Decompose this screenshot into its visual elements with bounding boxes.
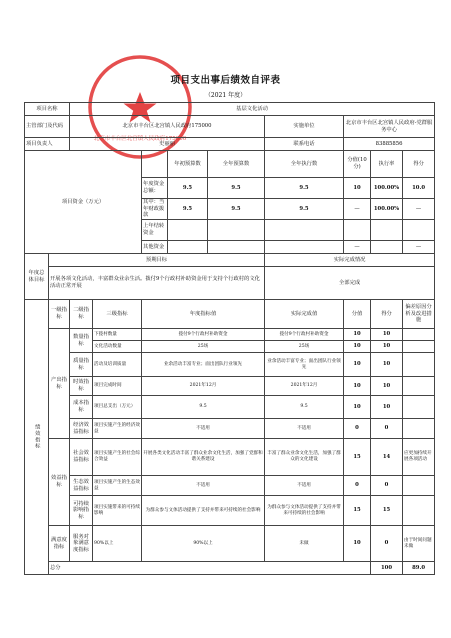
indicator-dev [403, 396, 435, 419]
cell [265, 241, 344, 254]
indicator-dev [403, 329, 435, 341]
col-exec: 全年执行数 [265, 151, 344, 178]
indicator-sub: 服务对象满意度指标 [70, 526, 93, 562]
indicator-actual: 拨付9个行政村补助资金 [265, 329, 344, 341]
indicator-target: 不适用 [142, 419, 265, 439]
fund-total-budget: 9.5 [168, 178, 208, 199]
indicator-got: 14 [371, 439, 403, 476]
indicator-name: 项目实施产生的生态效益 [93, 476, 142, 496]
indicator-val: 10 [344, 526, 371, 562]
label-perf-text: 绩效指标 [33, 424, 40, 450]
indicator-got: 0 [371, 419, 403, 439]
indicator-val: 10 [344, 396, 371, 419]
indicator-name: 下拨村数量 [93, 329, 142, 341]
indicator-sub: 社会效益指标 [70, 439, 93, 476]
row-overall-header [25, 254, 435, 267]
indicator-got: 0 [371, 476, 403, 496]
indicator-dev [403, 419, 435, 439]
row-indicator-header [25, 300, 435, 329]
indicator-dev [403, 377, 435, 396]
indicator-row [25, 496, 435, 526]
fund-total-score10: 10 [344, 178, 371, 199]
cell [265, 220, 344, 241]
indicator-name: 90%以上 [93, 526, 142, 562]
indicator-dev [403, 496, 435, 526]
label-fund-carry: 上年结转资金 [142, 220, 168, 241]
fund-fiscal-budget: 9.5 [168, 199, 208, 220]
indicator-name: 项目实施产生的经济效益 [93, 419, 142, 439]
indicator-got: 15 [371, 496, 403, 526]
label-overall: 年度总体目标 [25, 254, 49, 300]
indicator-actual: 9.5 [265, 396, 344, 419]
col-score-10: 分值(10分) [344, 151, 371, 178]
indicator-row [25, 476, 435, 496]
indicator-target: 开展各类文化活动丰富了群众业余文化生活，加强了党群和谐关系建设 [142, 439, 265, 476]
year-label: （2021 年度） [204, 92, 247, 99]
indicator-target: 业余活动丰富专业；面出团队行业领先 [142, 353, 265, 377]
fund-other-score: — [403, 241, 435, 254]
fund-total-score: 10.0 [403, 178, 435, 199]
fund-fiscal-score10: — [344, 199, 371, 220]
indicator-actual: 为群众参与文体活动提供了支持并带来可持续的社会影响 [265, 496, 344, 526]
cell [403, 220, 435, 241]
col-deviation: 偏差原因分析及改进措施 [403, 300, 435, 329]
cell [168, 220, 208, 241]
col-score-val: 分值 [344, 300, 371, 329]
indicator-sub: 成本指标 [70, 396, 93, 419]
value-phone: 83885856 [344, 138, 435, 151]
col-empty [142, 151, 168, 178]
label-effect [49, 439, 70, 526]
indicator-target: 拨付9个行政村补助资金 [142, 329, 265, 341]
indicator-row [25, 353, 435, 377]
indicator-name: 项目总支出（万元） [93, 396, 142, 419]
overall-actual: 全部完成 [265, 267, 435, 300]
indicator-sub: 质量指标 [70, 353, 93, 377]
cell [344, 220, 371, 241]
col-full-budget: 全年预算数 [208, 151, 265, 178]
row-manager [25, 138, 435, 151]
indicator-target: 90%以上 [142, 526, 265, 562]
indicator-sub: 经济效益指标 [70, 419, 93, 439]
fund-other-score10: — [344, 241, 371, 254]
fund-total-full: 9.5 [208, 178, 265, 199]
label-manager: 项目负责人 [25, 138, 70, 151]
fund-fiscal-full: 9.5 [208, 199, 265, 220]
indicator-row [25, 329, 435, 341]
fund-fiscal-score: — [403, 199, 435, 220]
row-project-name [25, 103, 435, 116]
total-got: 89.0 [403, 562, 435, 575]
indicator-dev: 应更加持续开展各项活动 [403, 439, 435, 476]
label-output [49, 329, 70, 439]
row-dept [25, 116, 435, 138]
col-actual: 实际完成值 [265, 300, 344, 329]
indicator-row [25, 377, 435, 396]
indicator-actual: 2021年12月 [265, 377, 344, 396]
evaluation-table [24, 102, 435, 575]
indicator-got: 0 [371, 526, 403, 562]
indicator-row [25, 419, 435, 439]
indicator-sub: 时效指标 [70, 377, 93, 396]
value-project-name: 基层文化活动 [70, 103, 435, 116]
indicator-val: 15 [344, 496, 371, 526]
indicator-actual: 不适用 [265, 476, 344, 496]
indicator-sub: 生态效益指标 [70, 476, 93, 496]
label-dept: 主管部门及代码 [25, 116, 70, 138]
col-budget: 年初预算数 [168, 151, 208, 178]
indicator-sub: 数量指标 [70, 329, 93, 353]
col-lvl2: 二级指标 [70, 300, 93, 329]
indicator-got: 10 [371, 341, 403, 353]
fund-total-rate: 100.00% [371, 178, 403, 199]
label-phone: 联系电话 [265, 138, 344, 151]
label-total: 总分 [49, 562, 371, 575]
cell [208, 220, 265, 241]
indicator-target: 不适用 [142, 476, 265, 496]
indicator-val: 10 [344, 329, 371, 341]
indicator-val: 10 [344, 353, 371, 377]
indicator-name: 活动及培训质量 [93, 353, 142, 377]
col-lvl3: 三级指标 [93, 300, 142, 329]
page-title: 项目支出事后绩效自评表 [170, 75, 281, 86]
seal-lower-text: 北京市丰台区北宫镇人民政府175000 [93, 136, 187, 142]
col-target: 年度指标值 [142, 300, 265, 329]
row-overall-content [25, 267, 435, 300]
indicator-name: 项目实施产生的社会综合效益 [93, 439, 142, 476]
label-funds [25, 151, 142, 254]
indicator-row [25, 526, 435, 562]
label-effect-text: 效益指标 [51, 475, 67, 488]
indicator-val: 0 [344, 419, 371, 439]
col-lvl1: 一级指标 [49, 300, 70, 329]
label-exec-unit: 实施单位 [265, 116, 344, 138]
indicator-name: 项目完成时间 [93, 377, 142, 396]
row-total [25, 562, 435, 575]
indicator-actual: 25场 [265, 341, 344, 353]
label-project-name: 项目名称 [25, 103, 70, 116]
label-output-text: 产出指标 [51, 376, 67, 390]
label-fund-total: 年度资金总额： [142, 178, 168, 199]
indicator-target: 9.5 [142, 396, 265, 419]
label-funds-text: 项目资金（万元） [61, 198, 105, 205]
indicator-val: 15 [344, 439, 371, 476]
label-satisfaction: 满意度指标 [49, 526, 70, 562]
overall-expected: 开展各项文化活动，丰富群众业余生活。拨付9个行政村补助资金用于支持个行政村的文化活动正常开展 [49, 267, 265, 300]
indicator-target: 25场 [142, 341, 265, 353]
indicator-got: 10 [371, 396, 403, 419]
indicator-dev: 由于时间问题未做 [403, 526, 435, 562]
fund-fiscal-exec: 9.5 [265, 199, 344, 220]
label-actual: 实际完成情况 [265, 254, 435, 267]
indicator-name: 文化活动数量 [93, 341, 142, 353]
cell [168, 241, 208, 254]
indicator-row [25, 439, 435, 476]
cell [208, 241, 265, 254]
indicator-got: 10 [371, 377, 403, 396]
indicator-sub: 可持续影响指标 [70, 496, 93, 526]
indicator-val: 10 [344, 377, 371, 396]
col-score: 得分 [403, 151, 435, 178]
indicator-actual: 不适用 [265, 419, 344, 439]
label-fund-fiscal: 其中：当年财政拨款 [142, 199, 168, 220]
indicator-actual: 丰富了群众业余文化生活，加强了群众的文化建设 [265, 439, 344, 476]
fund-total-exec: 9.5 [265, 178, 344, 199]
indicator-got: 10 [371, 353, 403, 377]
cell [371, 241, 403, 254]
indicator-val: 10 [344, 341, 371, 353]
cell [371, 220, 403, 241]
value-exec-unit: 北京市丰台区北宫镇人民政府-党群服务中心 [344, 116, 435, 138]
indicator-actual: 业余活动丰富专业；面出团队行业领先 [265, 353, 344, 377]
fund-fiscal-rate: 100.00% [371, 199, 403, 220]
indicator-actual: 未做 [265, 526, 344, 562]
indicator-dev [403, 353, 435, 377]
label-perf [25, 300, 49, 575]
col-exec-rate: 执行率 [371, 151, 403, 178]
label-fund-other: 其他资金 [142, 241, 168, 254]
col-score-got: 得分 [371, 300, 403, 329]
label-expected: 预期目标 [49, 254, 265, 267]
indicator-dev [403, 476, 435, 496]
indicator-name: 项目实施带来的可持续影响 [93, 496, 142, 526]
indicator-target: 为群众参与文体活动提供了支持并带来可持续的社会影响 [142, 496, 265, 526]
indicator-got: 10 [371, 329, 403, 341]
row-funds-header [25, 151, 435, 178]
indicator-target: 2021年12月 [142, 377, 265, 396]
total-val: 100 [371, 562, 403, 575]
indicator-dev [403, 341, 435, 353]
indicator-row [25, 396, 435, 419]
value-manager: 史丽丽 [70, 138, 265, 151]
indicator-val: 0 [344, 476, 371, 496]
value-dept: 北京市丰台区北宫镇人民政府175000 [70, 116, 265, 138]
